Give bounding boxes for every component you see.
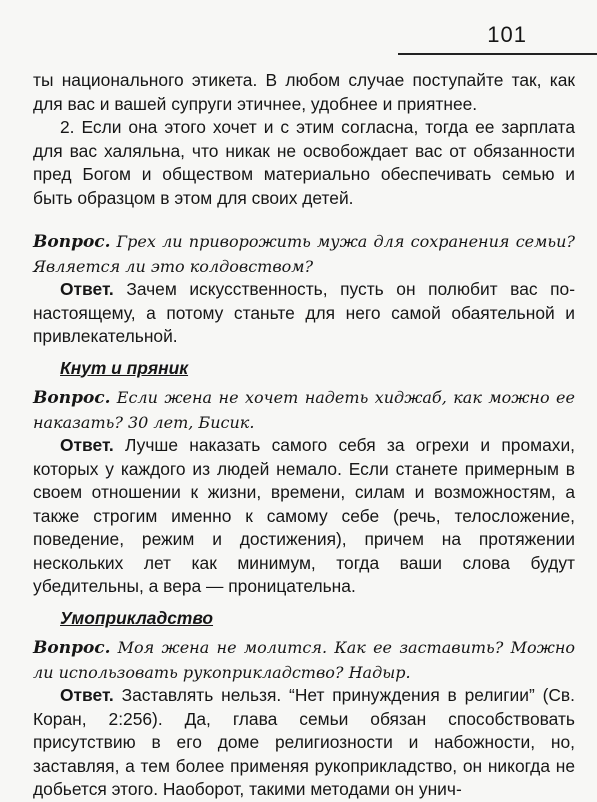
answer-label: Ответ. [60, 279, 114, 299]
answer-2 [33, 434, 575, 599]
answer-1 [33, 278, 575, 349]
answer-text: Лучше наказать самого себя за огрехи и промахи, которых у каждого из людей немало. Если станете примерным в своем отношении к жизни, времени, силам и возможностям, а также строгим именно к самому себе (речь, телосложение, поведение, режим и достижения), причем на протяжении нескольких лет как минимум, тогда ваши слова будут убедительны, а вера — проницательна. [33, 435, 575, 596]
page-number: 101 [487, 22, 527, 47]
question-1 [33, 230, 575, 278]
header-rule [398, 53, 597, 55]
answer-label: Ответ. [60, 435, 114, 455]
question-text: Если жена не хочет надеть хиджаб, как можно ее наказать? 30 лет, Бисик. [33, 388, 575, 432]
question-3 [33, 636, 575, 684]
paragraph-2: 2. Если она этого хочет и с этим согласна, тогда ее зарплата для вас халяльна, что никак не освобождает вас от обязанности пред Богом и обществом материально обеспечивать семью и быть образцом в этом для своих детей. [33, 117, 575, 208]
paragraph-continued: ты национального этикета. В любом случае поступайте так, как для вас и вашей супруги этичнее, удобнее и приятнее. [33, 70, 575, 114]
qa-block-1 [33, 230, 575, 349]
question-2 [33, 386, 575, 434]
section-knut [33, 357, 575, 599]
question-text: Моя жена не молится. Как ее заставить? Можно ли использовать рукоприкладство? Надыр. [33, 638, 575, 682]
page-content [33, 69, 575, 802]
answer-3 [33, 684, 575, 802]
answer-text: Зачем искусственность, пусть он полюбит вас по-настоящему, а потому станьте для него самой обаятельной и привлекательной. [33, 279, 575, 346]
answer-label: Ответ. [60, 685, 114, 705]
section-title: Кнут и пряник [60, 357, 189, 378]
section-title: Умоприкладство [60, 607, 214, 628]
question-label: Вопрос. [33, 232, 111, 252]
answer-text: Заставлять нельзя. “Нет принуждения в религии” (Св. Коран, 2:256). Да, глава семьи обязан способствовать присутствию в его доме религиозности и набожности, но, заставляя, а тем более применяя рукоприкладство, он никогда не добьется этого. Наоборот, такими методами он унич- [33, 685, 575, 799]
question-label: Вопрос. [33, 638, 111, 658]
question-text: Грех ли приворожить мужа для сохранения семьи? Является ли это колдовством? [33, 232, 575, 276]
question-label: Вопрос. [33, 388, 111, 408]
section-umoprikladstvo [33, 607, 575, 802]
